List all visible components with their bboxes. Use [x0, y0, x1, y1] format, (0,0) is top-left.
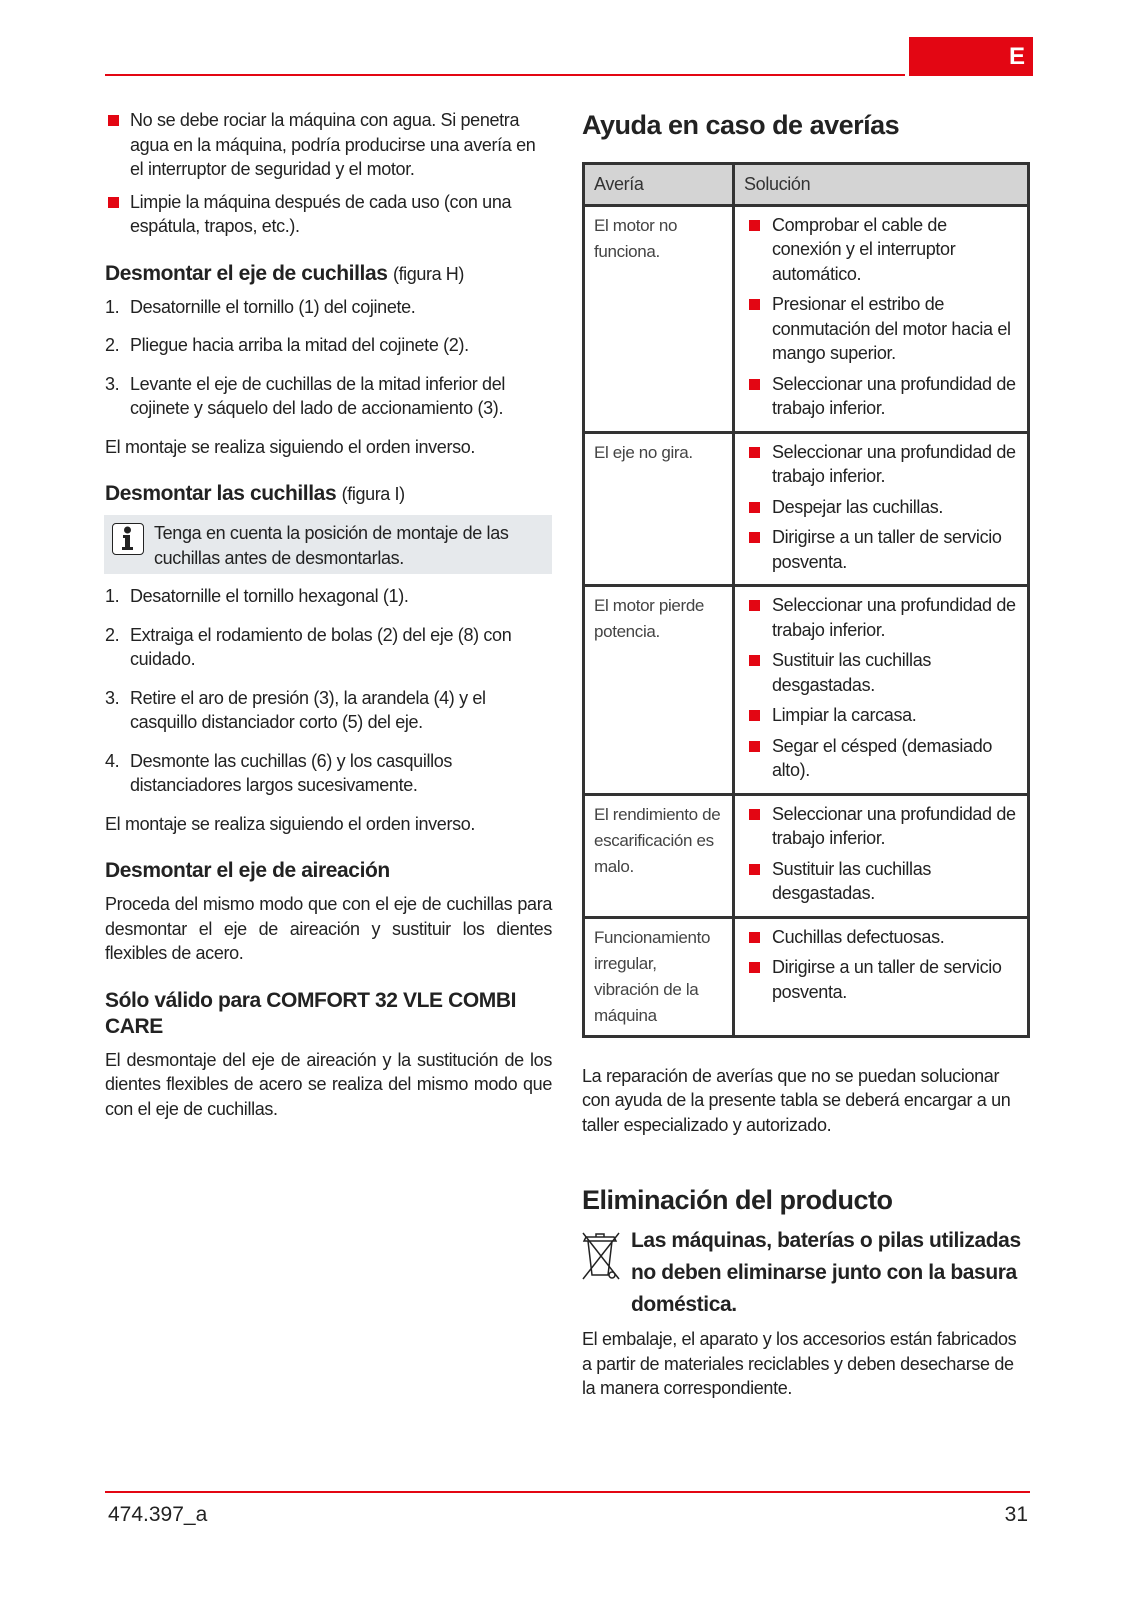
paragraph: El embalaje, el aparato y los accesorios están fabricados a partir de materiales reciclables y deben desecharse de la manera correspondiente.: [582, 1329, 1017, 1398]
step: 2. Pliegue hacia arriba la mitad del cojinete (2).: [105, 335, 469, 355]
column-header: Solución: [734, 164, 1029, 206]
bullet-item: No se debe rociar la máquina con agua. Si penetra agua en la máquina, podría producirse una avería en el interruptor de seguridad y el motor.: [105, 108, 552, 182]
step: 4. Desmonte las cuchillas (6) y los casquillos distanciadores largos sucesivamente.: [105, 750, 453, 795]
document-id: 474.397_a: [108, 1503, 208, 1526]
section-heading: Desmontar el eje de cuchillas (figura H): [105, 261, 464, 285]
table-row: El motor pierde potencia. Seleccionar una profundidad de trabajo inferior. Sustituir las cuchillas desgastadas. Limpiar la carcasa. Segar el césped (demasiado alto).: [584, 586, 1029, 795]
paragraph: Proceda del mismo modo que con el eje de cuchillas para desmontar el eje de aireación y sustituir los dientes flexibles de acero.: [105, 894, 552, 963]
repair-note: La reparación de averías que no se puedan solucionar con ayuda de la presente tabla se deberá encargar a un taller especializado y autorizado.: [582, 1065, 1011, 1135]
paragraph: El desmontaje del eje de aireación y la sustitución de los dientes flexibles de acero se realiza del mismo modo que con el eje de cuchillas.: [105, 1049, 552, 1119]
section-heading: Desmontar las cuchillas (figura I): [105, 482, 405, 505]
section-title: Eliminación del producto: [582, 1185, 893, 1215]
bullet-item: Limpie la máquina después de cada uso (con una espátula, trapos, etc.).: [105, 190, 552, 239]
step: 1. Desatornille el tornillo hexagonal (1).: [105, 586, 409, 606]
crossed-bin-icon: [582, 1231, 620, 1281]
table-row: El motor no funciona. Comprobar el cable de conexión y el interruptor automático. Presionar el estribo de conmutación del motor hacia el mango superior. Seleccionar una profundidad de trabajo inferior.: [584, 205, 1029, 432]
disposal-warning: Las máquinas, baterías o pilas utilizadas no deben eliminarse junto con la basura doméstica.: [582, 1225, 1030, 1321]
troubleshooting-table: [582, 162, 1030, 1038]
section-heading: Desmontar el eje de aireación: [105, 859, 390, 882]
header-rule: [105, 74, 905, 76]
step: 3. Retire el aro de presión (3), la arandela (4) y el casquillo distanciador corto (5) del eje.: [105, 687, 486, 732]
left-column: [105, 108, 552, 1131]
right-column: [582, 108, 1030, 1411]
note: El montaje se realiza siguiendo el orden inverso.: [105, 813, 476, 834]
column-header: Avería: [584, 164, 734, 206]
footer-rule: [105, 1491, 1030, 1493]
step: 3. Levante el eje de cuchillas de la mitad inferior del cojinete y sáquelo del lado de accionamiento (3).: [105, 373, 506, 418]
section-title: Ayuda en caso de averías: [582, 110, 900, 140]
info-icon: [112, 523, 144, 555]
step: 2. Extraiga el rodamiento de bolas (2) del eje (8) con cuidado.: [105, 624, 512, 669]
table-row: El eje no gira. Seleccionar una profundidad de trabajo inferior. Despejar las cuchillas. Dirigirse a un taller de servicio posventa.: [584, 432, 1029, 586]
step: 1. Desatornille el tornillo (1) del cojinete.: [105, 296, 416, 317]
table-row: Funcionamiento irregular, vibración de la máquina Cuchillas defectuosas. Dirigirse a un taller de servicio posventa.: [584, 917, 1029, 1036]
section-heading: Sólo válido para COMFORT 32 VLE COMBI CARE: [105, 988, 517, 1038]
page-number: 31: [1004, 1503, 1028, 1526]
info-box: Tenga en cuenta la posición de montaje de las cuchillas antes de desmontarlas.: [104, 515, 552, 574]
table-row: El rendimiento de escarificación es malo. Seleccionar una profundidad de trabajo inferior. Sustituir las cuchillas desgastadas.: [584, 794, 1029, 917]
language-tab: E: [909, 37, 1033, 76]
note: El montaje se realiza siguiendo el orden inverso.: [105, 436, 476, 457]
